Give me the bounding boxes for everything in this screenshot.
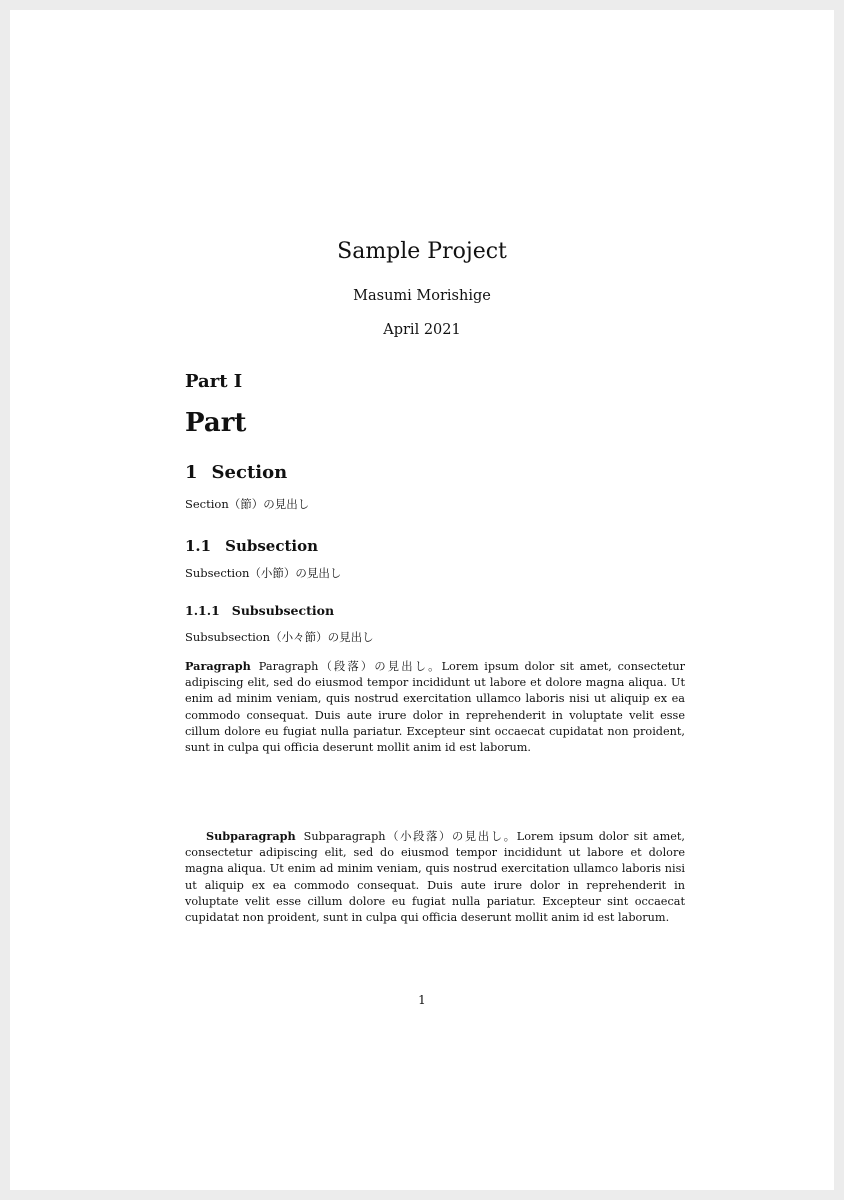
paragraph-heading: Paragraph	[185, 659, 251, 673]
subsection-number: 1.1	[185, 537, 212, 555]
subsubsection-text: Subsubsection（小々節）の見出し	[185, 630, 374, 644]
section-heading	[185, 462, 685, 483]
part-label: Part I	[185, 371, 243, 392]
paragraph-text: Paragraph（段落）の見出し。Lorem ipsum dolor sit amet, consectetur adipiscing elit, sed do eiusmod tempor incididunt ut labore et dolore magna aliqua. Ut enim ad minim veniam, quis nostrud exercitation ullamco laboris nisi ut aliquip ex ea commodo consequat. Duis aute irure dolor in reprehenderit in voluptate velit esse cillum dolore eu fugiat nulla pariatur. Excepteur sint occaecat cupidatat non proident, sunt in culpa qui officia deserunt mollit anim id est laborum.	[185, 660, 685, 755]
section-text: Section（節）の見出し	[185, 497, 310, 511]
document-author: Masumi Morishige	[353, 288, 491, 304]
document-page	[10, 10, 834, 1190]
subsection-text: Subsection（小節）の見出し	[185, 566, 342, 580]
subsubsection-number: 1.1.1	[185, 603, 220, 618]
paragraph-block	[185, 658, 685, 756]
subsubsection-title: Subsubsection	[231, 603, 335, 618]
subsubsection-heading	[185, 603, 685, 618]
subsection-title: Subsection	[225, 537, 318, 555]
page-number: 1	[418, 993, 426, 1007]
document-date: April 2021	[383, 322, 461, 338]
part-title: Part	[185, 408, 247, 438]
section-title: Section	[211, 462, 288, 483]
document-title: Sample Project	[337, 239, 507, 264]
subparagraph-block	[185, 828, 685, 926]
subparagraph-text: Subparagraph（小段落）の見出し。Lorem ipsum dolor sit amet, consectetur adipiscing elit, sed do eiusmod tempor incididunt ut labore et dolore magna aliqua. Ut enim ad minim veniam, quis nostrud exercitation ullamco laboris nisi ut aliquip ex ea commodo consequat. Duis aute irure dolor in reprehenderit in voluptate velit esse cillum dolore eu fugiat nulla pariatur. Excepteur sint occaecat cupidatat non proident, sunt in culpa qui officia deserunt mollit anim id est laborum.	[185, 830, 685, 925]
section-number: 1	[185, 462, 198, 483]
subparagraph-heading: Subparagraph	[206, 829, 296, 843]
subsection-heading	[185, 537, 685, 555]
